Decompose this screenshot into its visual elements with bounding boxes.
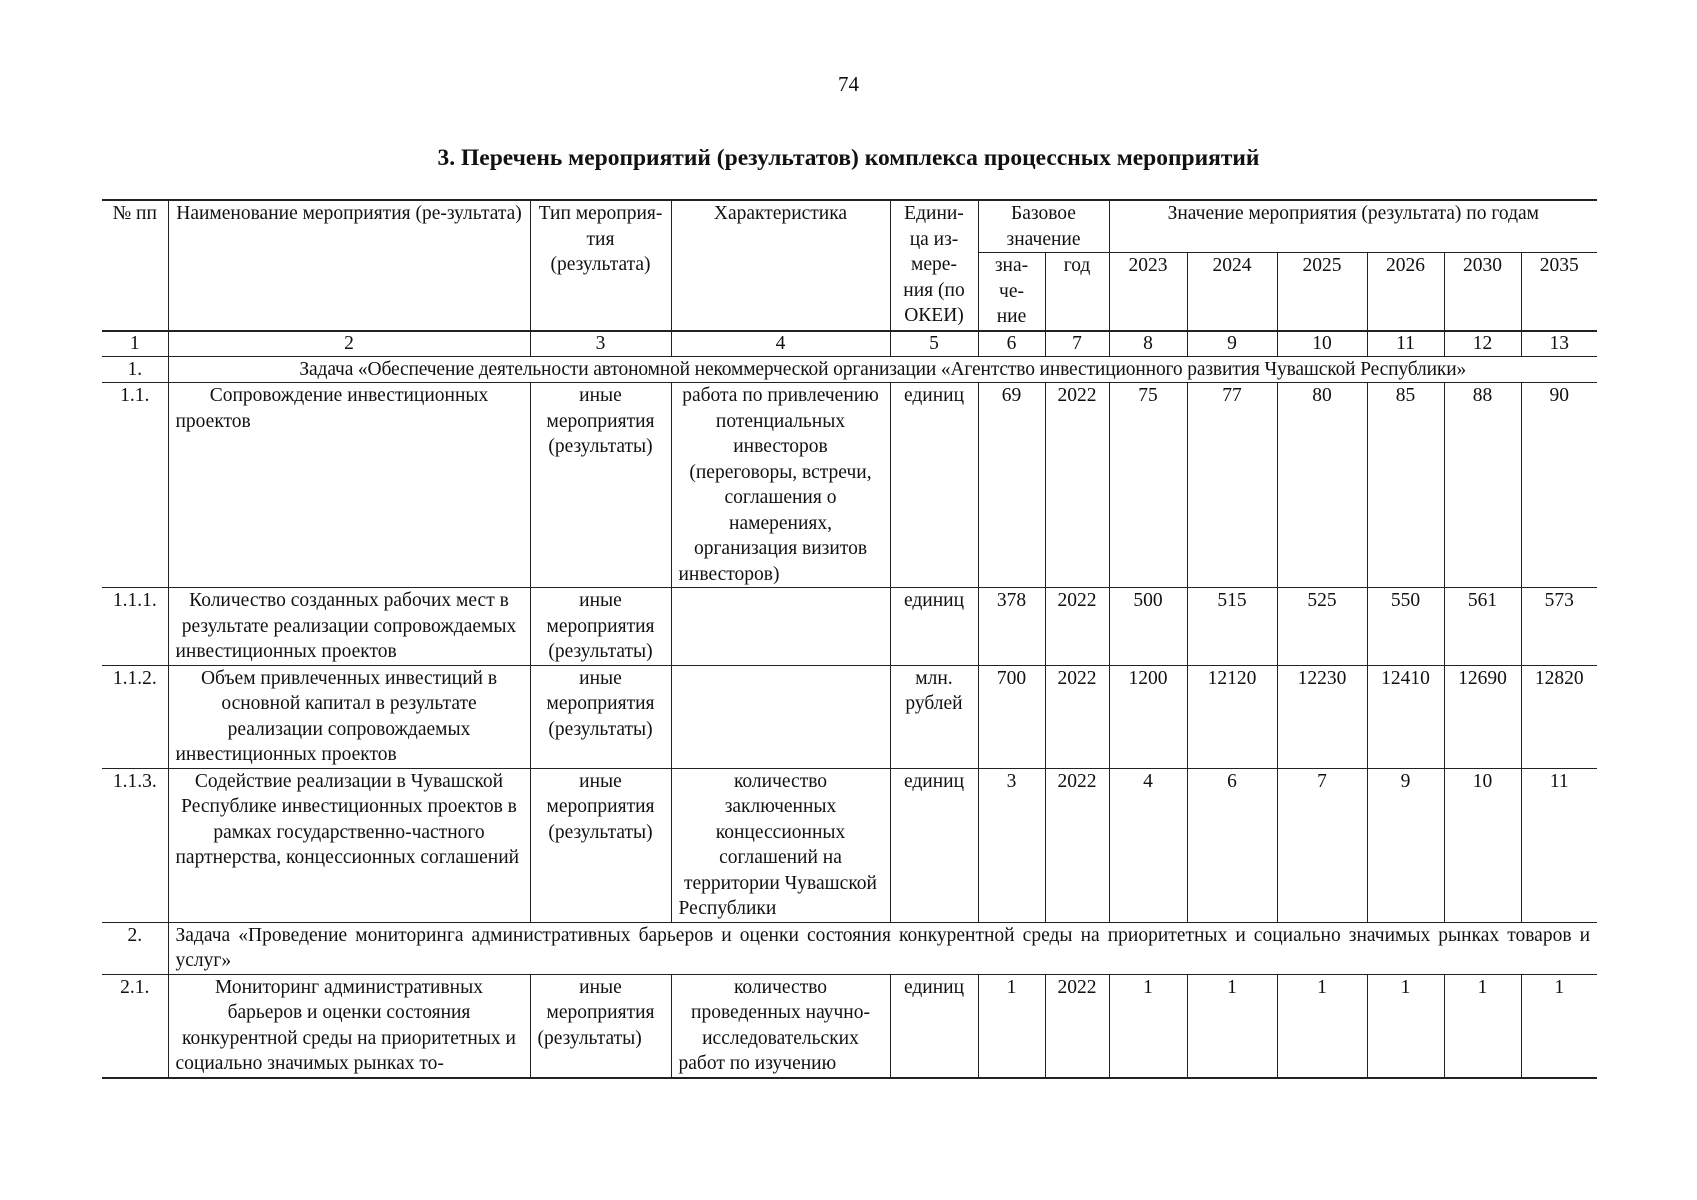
column-number: 9 [1187, 331, 1277, 357]
header-year: 2024 [1187, 253, 1277, 331]
task-row [102, 922, 1597, 974]
row-value: 1 [1521, 974, 1597, 1078]
header-base: Базовое значение [978, 200, 1109, 253]
row-num: 1.1.1. [102, 588, 168, 666]
column-number: 11 [1367, 331, 1444, 357]
task-text: Задача «Обеспечение деятельности автономной некоммерческой организации «Агентство инвестиционного развития Чувашской Республики» [168, 356, 1597, 383]
column-number: 12 [1444, 331, 1521, 357]
row-name: Мониторинг административных барьеров и оценки состояния конкурентной среды на приоритетных и социально значимых рынках то- [168, 974, 530, 1078]
row-value: 9 [1367, 768, 1444, 922]
row-characteristic: количество заключенных концессионных соглашений на территории Чувашской Республики [671, 768, 890, 922]
header-year: 2026 [1367, 253, 1444, 331]
column-number: 8 [1109, 331, 1187, 357]
row-value: 1 [1277, 974, 1367, 1078]
row-value: 10 [1444, 768, 1521, 922]
header-base-value: зна-че-ние [978, 253, 1045, 331]
column-number: 5 [890, 331, 978, 357]
measures-table [102, 199, 1597, 1079]
row-value: 12120 [1187, 665, 1277, 768]
row-type: иные мероприятия (результаты) [530, 768, 671, 922]
row-num: 1.1.2. [102, 665, 168, 768]
page-number: 74 [838, 72, 859, 96]
header-characteristic: Характеристика [671, 200, 890, 331]
table-row [102, 974, 1597, 1078]
row-name: Объем привлеченных инвестиций в основной капитал в результате реализации сопровождаемых инвестиционных проектов [168, 665, 530, 768]
task-text: Задача «Проведение мониторинга административных барьеров и оценки состояния конкурентной среды на приоритетных и социально значимых рынках товаров и услуг» [168, 922, 1597, 974]
header-year: 2023 [1109, 253, 1187, 331]
row-base-value: 69 [978, 383, 1045, 588]
header-unit: Едини-ца из-мере-ния (по ОКЕИ) [890, 200, 978, 331]
column-number: 1 [102, 331, 168, 357]
row-characteristic: работа по привлечению потенциальных инвесторов (переговоры, встречи, соглашения о намерениях, организация визитов инвесторов) [671, 383, 890, 588]
table-row [102, 588, 1597, 666]
column-number: 6 [978, 331, 1045, 357]
row-value: 88 [1444, 383, 1521, 588]
row-value: 75 [1109, 383, 1187, 588]
row-value: 550 [1367, 588, 1444, 666]
row-base-year: 2022 [1045, 974, 1109, 1078]
row-base-value: 1 [978, 974, 1045, 1078]
row-base-value: 3 [978, 768, 1045, 922]
row-value: 4 [1109, 768, 1187, 922]
row-type: иные мероприятия (результаты) [530, 383, 671, 588]
row-value: 561 [1444, 588, 1521, 666]
row-value: 85 [1367, 383, 1444, 588]
row-unit: единиц [890, 768, 978, 922]
row-num: 2.1. [102, 974, 168, 1078]
row-num: 1.1.3. [102, 768, 168, 922]
row-value: 7 [1277, 768, 1367, 922]
header-year: 2030 [1444, 253, 1521, 331]
row-name: Содействие реализации в Чувашской Республике инвестиционных проектов в рамках государственно-частного партнерства, концессионных соглашений [168, 768, 530, 922]
column-number: 4 [671, 331, 890, 357]
row-type: иные мероприятия (результаты) [530, 974, 671, 1078]
header-row [102, 200, 1597, 253]
row-value: 12690 [1444, 665, 1521, 768]
row-value: 90 [1521, 383, 1597, 588]
header-name: Наименование мероприятия (ре-зультата) [168, 200, 530, 331]
table-row [102, 665, 1597, 768]
column-number: 13 [1521, 331, 1597, 357]
row-value: 500 [1109, 588, 1187, 666]
row-unit: единиц [890, 383, 978, 588]
row-base-year: 2022 [1045, 768, 1109, 922]
document-title: 3. Перечень мероприятий (результатов) комплекса процессных мероприятий [437, 145, 1260, 171]
row-type: иные мероприятия (результаты) [530, 588, 671, 666]
row-characteristic: количество проведенных научно-исследовательских работ по изучению [671, 974, 890, 1078]
header-year: 2025 [1277, 253, 1367, 331]
header-year: 2035 [1521, 253, 1597, 331]
row-value: 11 [1521, 768, 1597, 922]
row-value: 1 [1367, 974, 1444, 1078]
column-number: 3 [530, 331, 671, 357]
row-base-value: 700 [978, 665, 1045, 768]
header-values-by-year: Значение мероприятия (результата) по годам [1109, 200, 1597, 253]
row-unit: млн. рублей [890, 665, 978, 768]
row-value: 12820 [1521, 665, 1597, 768]
row-value: 12230 [1277, 665, 1367, 768]
row-num: 1. [102, 356, 168, 383]
header-num: № пп [102, 200, 168, 331]
row-base-year: 2022 [1045, 383, 1109, 588]
row-base-value: 378 [978, 588, 1045, 666]
row-unit: единиц [890, 974, 978, 1078]
row-type: иные мероприятия (результаты) [530, 665, 671, 768]
row-name: Сопровождение инвестиционных проектов [168, 383, 530, 588]
row-characteristic [671, 665, 890, 768]
column-number: 10 [1277, 331, 1367, 357]
row-base-year: 2022 [1045, 665, 1109, 768]
table-row [102, 768, 1597, 922]
header-type: Тип мероприя-тия (результата) [530, 200, 671, 331]
table-row [102, 383, 1597, 588]
row-value: 80 [1277, 383, 1367, 588]
row-value: 525 [1277, 588, 1367, 666]
row-base-year: 2022 [1045, 588, 1109, 666]
task-row [102, 356, 1597, 383]
header-base-year: год [1045, 253, 1109, 331]
table-body [102, 200, 1597, 1078]
row-value: 573 [1521, 588, 1597, 666]
column-number: 2 [168, 331, 530, 357]
row-value: 1 [1444, 974, 1521, 1078]
row-characteristic [671, 588, 890, 666]
row-unit: единиц [890, 588, 978, 666]
row-value: 6 [1187, 768, 1277, 922]
column-number-row [102, 331, 1597, 357]
row-value: 12410 [1367, 665, 1444, 768]
row-num: 1.1. [102, 383, 168, 588]
row-value: 1 [1109, 974, 1187, 1078]
row-name: Количество созданных рабочих мест в результате реализации сопровождаемых инвестиционных проектов [168, 588, 530, 666]
row-value: 1200 [1109, 665, 1187, 768]
row-value: 77 [1187, 383, 1277, 588]
row-num: 2. [102, 922, 168, 974]
row-value: 1 [1187, 974, 1277, 1078]
column-number: 7 [1045, 331, 1109, 357]
row-value: 515 [1187, 588, 1277, 666]
